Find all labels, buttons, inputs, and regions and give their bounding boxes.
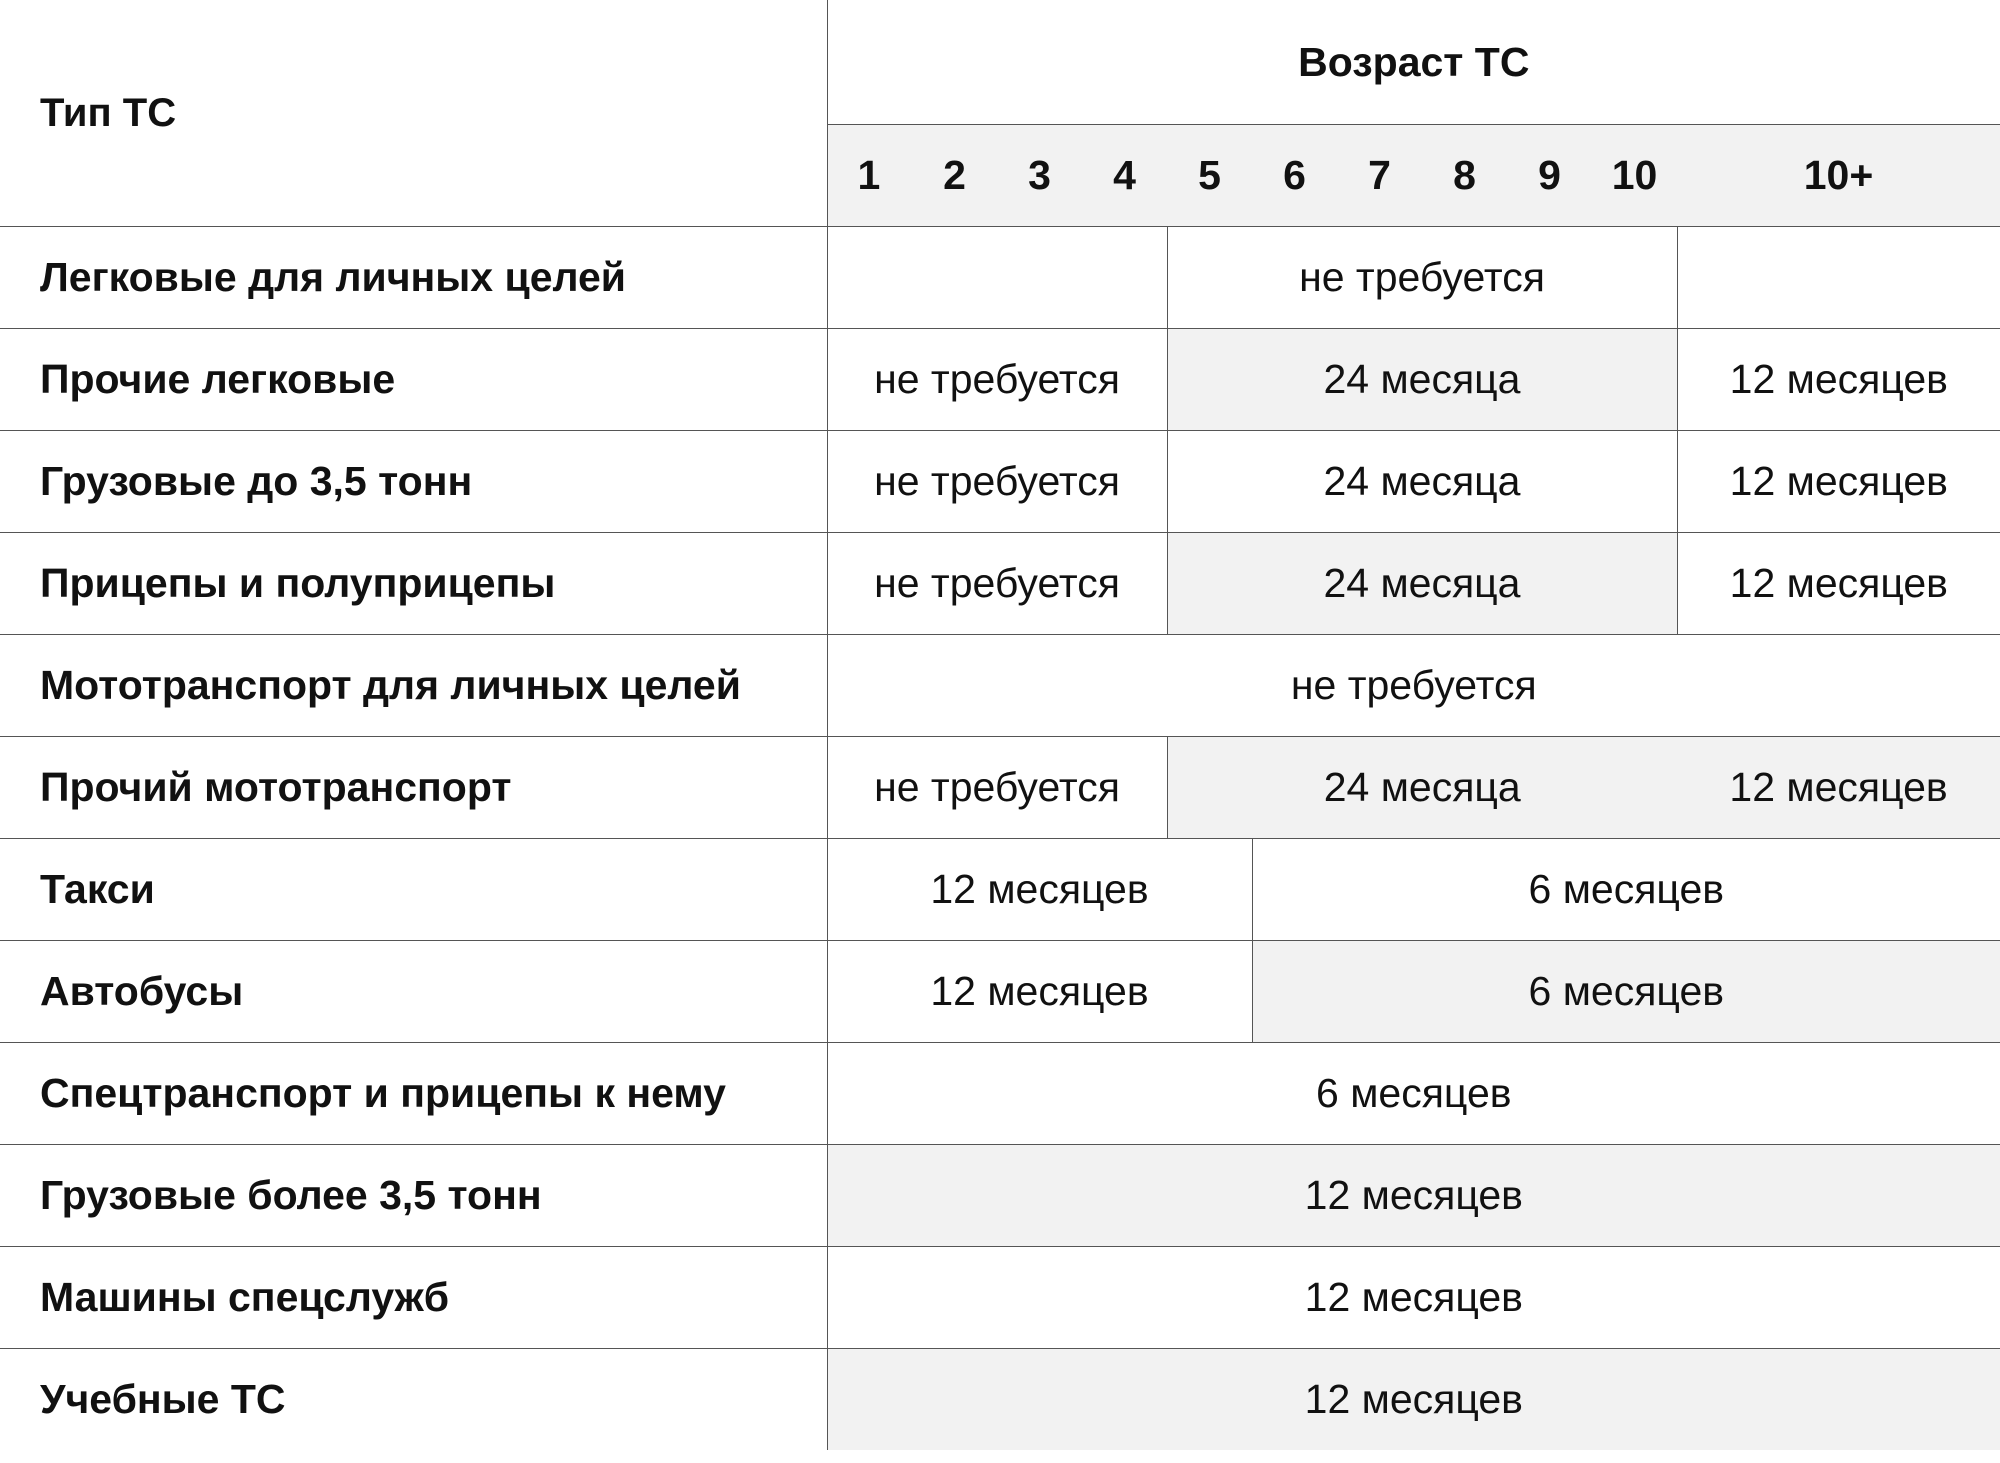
cell-value: 12 месяцев bbox=[827, 1247, 2000, 1349]
age-7: 7 bbox=[1337, 125, 1422, 227]
cell-value: 6 месяцев bbox=[827, 1043, 2000, 1145]
cell-value: не требуется bbox=[1167, 227, 1677, 329]
row-label: Такси bbox=[0, 839, 827, 941]
cell-value: 12 месяцев bbox=[827, 1145, 2000, 1247]
age-3: 3 bbox=[997, 125, 1082, 227]
row-label: Машины спецслужб bbox=[0, 1247, 827, 1349]
cell-value: 12 месяцев bbox=[1677, 737, 2000, 839]
age-10: 10 bbox=[1592, 125, 1677, 227]
cell-value: 12 месяцев bbox=[827, 1349, 2000, 1451]
row-label: Спецтранспорт и прицепы к нему bbox=[0, 1043, 827, 1145]
table-row bbox=[0, 431, 2000, 533]
age-9: 9 bbox=[1507, 125, 1592, 227]
table-row bbox=[0, 1043, 2000, 1145]
table-row bbox=[0, 1145, 2000, 1247]
cell-value: 12 месяцев bbox=[1677, 431, 2000, 533]
table-row bbox=[0, 1349, 2000, 1451]
row-label: Автобусы bbox=[0, 941, 827, 1043]
table-row bbox=[0, 329, 2000, 431]
cell-value: 24 месяца bbox=[1167, 329, 1677, 431]
cell-value: 12 месяцев bbox=[1677, 329, 2000, 431]
table-row bbox=[0, 227, 2000, 329]
age-4: 4 bbox=[1082, 125, 1167, 227]
row-label: Прицепы и полуприцепы bbox=[0, 533, 827, 635]
age-2: 2 bbox=[912, 125, 997, 227]
age-6: 6 bbox=[1252, 125, 1337, 227]
row-label: Прочий мототранспорт bbox=[0, 737, 827, 839]
row-label: Прочие легковые bbox=[0, 329, 827, 431]
cell-value: 24 месяца bbox=[1167, 737, 1677, 839]
cell-value: не требуется bbox=[827, 533, 1167, 635]
table-row bbox=[0, 839, 2000, 941]
cell-value: 24 месяца bbox=[1167, 533, 1677, 635]
row-label: Учебные ТС bbox=[40, 1376, 286, 1422]
age-column-header: Возраст ТС bbox=[827, 0, 2000, 125]
cell-value: не требуется bbox=[827, 431, 1167, 533]
cell-value: 6 месяцев bbox=[1252, 941, 2000, 1043]
row-label: Мототранспорт для личных целей bbox=[0, 635, 827, 737]
table-row bbox=[0, 533, 2000, 635]
cell-value bbox=[827, 227, 1167, 329]
cell-value: не требуется bbox=[827, 635, 2000, 737]
header-row-title bbox=[0, 0, 2000, 125]
cell-value bbox=[1677, 227, 2000, 329]
age-10-plus: 10+ bbox=[1677, 125, 2000, 227]
row-label: Грузовые более 3,5 тонн bbox=[0, 1145, 827, 1247]
cell-value: не требуется bbox=[827, 329, 1167, 431]
cell-value: не требуется bbox=[827, 737, 1167, 839]
row-label: Легковые для личных целей bbox=[0, 227, 827, 329]
age-8: 8 bbox=[1422, 125, 1507, 227]
age-1: 1 bbox=[827, 125, 912, 227]
cell-value: 24 месяца bbox=[1167, 431, 1677, 533]
table-row bbox=[0, 737, 2000, 839]
table-row bbox=[0, 1247, 2000, 1349]
age-5: 5 bbox=[1167, 125, 1252, 227]
cell-value: 6 месяцев bbox=[1252, 839, 2000, 941]
table-row bbox=[0, 635, 2000, 737]
row-label: Грузовые до 3,5 тонн bbox=[0, 431, 827, 533]
cell-value: 12 месяцев bbox=[827, 941, 1252, 1043]
cell-value: 12 месяцев bbox=[1677, 533, 2000, 635]
type-column-header: Тип ТС bbox=[0, 0, 827, 227]
cell-value: 12 месяцев bbox=[827, 839, 1252, 941]
table-row bbox=[0, 941, 2000, 1043]
